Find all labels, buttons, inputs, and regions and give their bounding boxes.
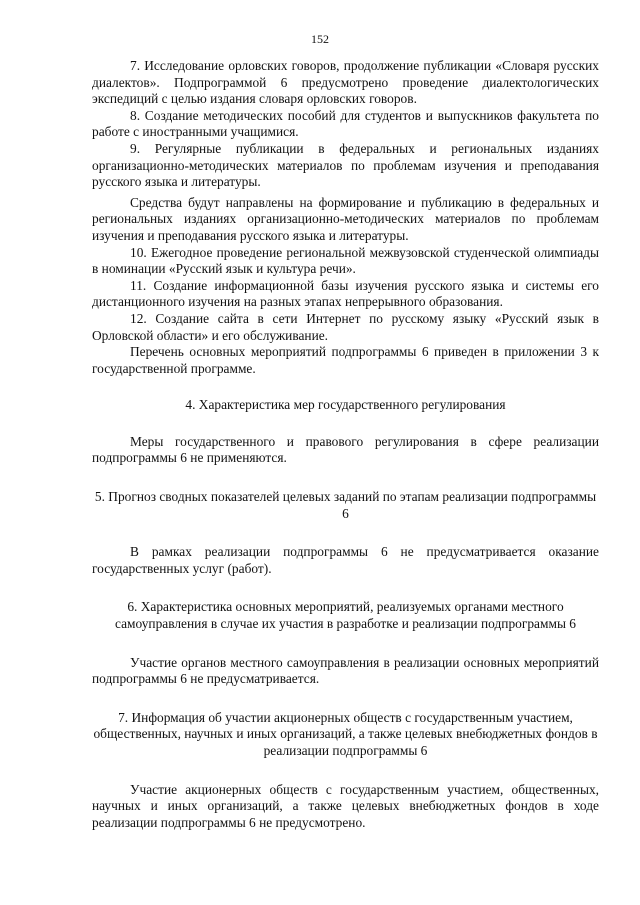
paragraph-item-11: 11. Создание информационной базы изучения русского языка и системы его дистанционного изучения на разных этапах непрерывного образования. (92, 277, 599, 310)
section-5-heading: 5. Прогноз сводных показателей целевых заданий по этапам реализации подпрограммы 6 (94, 489, 597, 521)
document-body (92, 58, 599, 831)
section-6-heading: 6. Характеристика основных мероприятий, реализуемых органами местного самоуправления в случае их участия в разработке и реализации подпрограммы 6 (115, 599, 576, 632)
section-5-text: В рамках реализации подпрограммы 6 не предусматривается оказание государственных услуг (работ). (92, 544, 599, 576)
paragraph-item-8: 8. Создание методических пособий для студентов и выпускников факультета по работе с иностранными учащимися. (92, 107, 599, 140)
paragraph-item-7: 7. Исследование орловских говоров, продолжение публикации «Словаря русских диалектов». Подпрограммой 6 предусмотрено проведение диалектологических экспедиций с целью издания словаря орловских говоров. (92, 58, 599, 107)
paragraph-funds: Средства будут направлены на формирование и публикацию в федеральных и региональных изданиях организационно-методических материалов по проблемам изучения и преподавания русского языка и литературы. (92, 194, 599, 243)
section-6-text: Участие органов местного самоуправления в реализации основных мероприятий подпрограммы 6 не предусматривается. (92, 654, 599, 687)
section-4-text: Меры государственного и правового регулирования в сфере реализации подпрограммы 6 не применяются. (92, 433, 599, 466)
section-4-heading: 4. Характеристика мер государственного регулирования (185, 397, 506, 413)
section-7-text: Участие акционерных обществ с государственным участием, общественных, научных и иных организаций, а также целевых внебюджетных фондов в ходе реализации подпрограммы 6 не предусмотрено. (92, 781, 599, 830)
page-number: 152 (311, 32, 329, 46)
paragraph-item-9: 9. Регулярные публикации в федеральных и региональных изданиях организационно-методических материалов по проблемам изучения и преподавания русского языка и литературы. (92, 140, 599, 190)
paragraph-list-reference: Перечень основных мероприятий подпрограммы 6 приведен в приложении 3 к государственной программе. (92, 344, 599, 376)
paragraph-item-10: 10. Ежегодное проведение региональной межвузовской студенческой олимпиады в номинации «Русский язык и культура речи». (92, 244, 599, 277)
section-7-heading: 7. Информация об участии акционерных обществ с государственным участием, общественных, научных и иных организаций, а также целевых внебюджетных фондов в реализации подпрограммы 6 (93, 709, 598, 758)
paragraph-item-12: 12. Создание сайта в сети Интернет по русскому языку «Русский язык в Орловской области» и его обслуживание. (92, 310, 599, 343)
